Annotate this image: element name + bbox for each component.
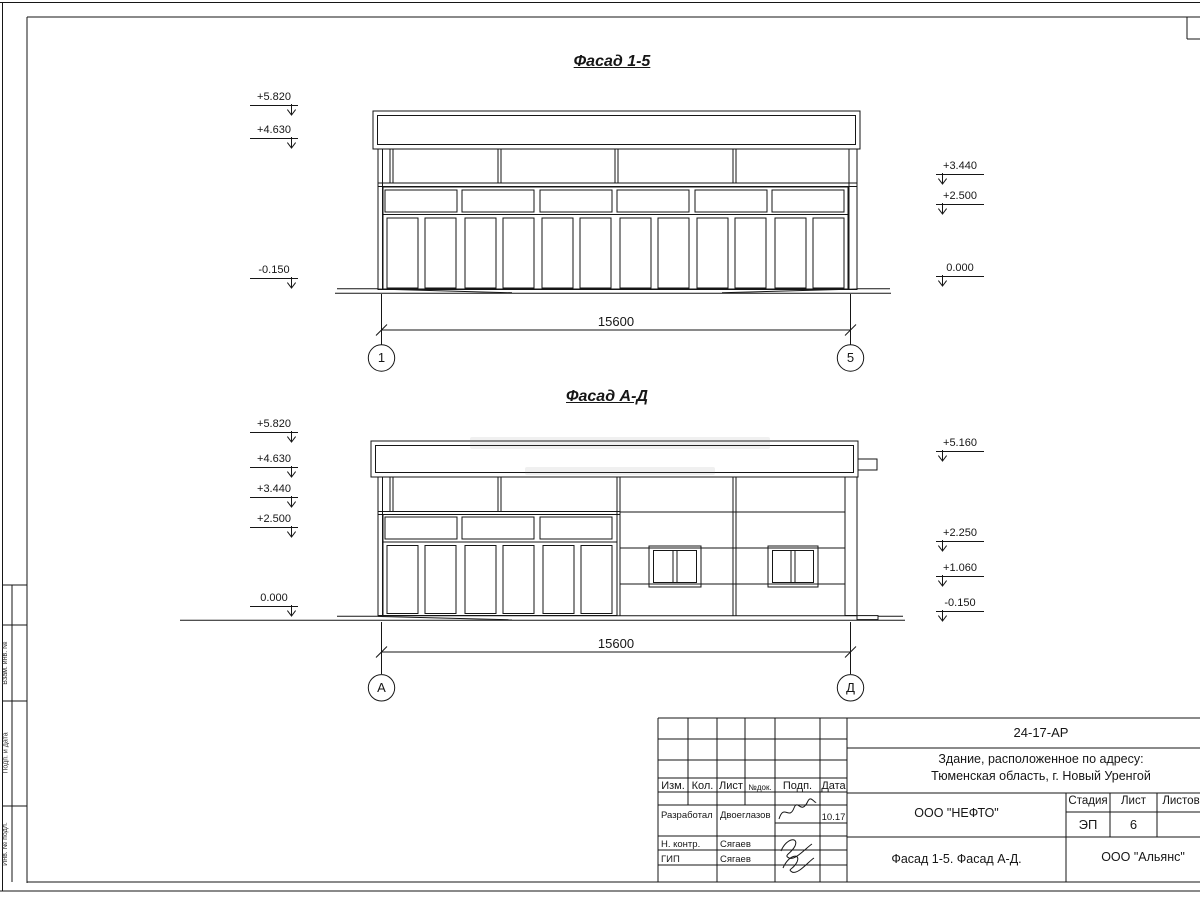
doc-number: 24-17-АР	[1013, 725, 1069, 740]
fascia-band	[378, 149, 857, 290]
elevation-value: +5.820	[257, 91, 291, 103]
sheet-value: 6	[1129, 817, 1138, 832]
elevation-arrow-icon	[937, 173, 948, 185]
axis-bubble-label: 1	[377, 350, 386, 365]
sheet-label: Лист	[1121, 795, 1146, 807]
elevation-value: +2.500	[257, 513, 291, 525]
role-developer: Разработал	[661, 810, 713, 821]
elevation-arrow-icon	[937, 575, 948, 587]
col-header-podp: Подп.	[782, 780, 813, 792]
dimension-line	[368, 294, 863, 371]
watermark-smudge	[525, 467, 715, 475]
elevation-arrow-icon	[286, 605, 297, 617]
elevation-arrow-icon	[937, 275, 948, 287]
glazing	[378, 515, 857, 616]
elevation-mark	[936, 160, 984, 175]
dimension-line	[368, 622, 863, 701]
elevation-arrow-icon	[937, 610, 948, 622]
elevation-arrow-icon	[286, 277, 297, 289]
elevation-mark	[936, 190, 984, 205]
role-n-kontr: Н. контр.	[661, 839, 701, 850]
elevation-arrow-icon	[286, 496, 297, 508]
elevation-value: +1.060	[943, 562, 977, 574]
dimension-value: 15600	[597, 636, 635, 651]
elevation-mark	[250, 91, 298, 106]
elevation-value: +5.160	[943, 437, 977, 449]
dimension-value: 15600	[597, 314, 635, 329]
facade-1-5-title: Фасад 1-5	[573, 53, 651, 70]
elevation-value: 0.000	[946, 262, 974, 274]
elevation-mark	[936, 262, 984, 277]
elevation-mark	[936, 437, 984, 452]
elevation-mark	[936, 562, 984, 577]
elevation-mark	[250, 592, 298, 607]
axis-bubble-label: Д	[846, 680, 855, 695]
elevation-value: -0.150	[258, 264, 290, 276]
role-gip: ГИП	[661, 854, 680, 865]
project-address-line2: Тюменская область, г. Новый Уренгой	[931, 769, 1151, 783]
axis-bubble-label: А	[377, 680, 386, 695]
elevation-mark	[250, 483, 298, 498]
elevation-mark	[250, 453, 298, 468]
sign-band	[373, 111, 860, 149]
developer-date: 10.17	[821, 812, 846, 823]
elevation-arrow-icon	[937, 203, 948, 215]
n-kontr-name: Сягаев	[720, 839, 751, 850]
window	[649, 546, 701, 587]
developer-name: Двоеглазов	[720, 810, 771, 821]
elevation-arrow-icon	[286, 104, 297, 116]
project-address-line1: Здание, расположенное по адресу:	[938, 752, 1144, 766]
elevation-value: +2.250	[943, 527, 977, 539]
elevation-arrow-icon	[286, 137, 297, 149]
glazing	[378, 187, 857, 290]
elevation-arrow-icon	[286, 431, 297, 443]
elevation-mark	[250, 264, 298, 279]
elevation-arrow-icon	[937, 450, 948, 462]
gip-name: Сягаев	[720, 854, 751, 865]
elevation-arrow-icon	[937, 540, 948, 552]
elevation-value: -0.150	[944, 597, 976, 609]
col-header-list: Лист	[719, 780, 743, 792]
facade-a-d-title: Фасад А-Д	[566, 388, 648, 405]
col-header-ndok: №док.	[748, 783, 772, 792]
elevation-mark	[250, 124, 298, 139]
stage-label: Стадия	[1068, 795, 1108, 807]
elevation-mark	[936, 597, 984, 612]
facade-a-d-drawing	[180, 441, 905, 701]
facade-1-5-drawing	[335, 111, 891, 371]
side-label-inv-podl: Инв. № подл.	[2, 822, 9, 866]
org-name: ООО "Альянс"	[1101, 850, 1185, 864]
stage-value: ЭП	[1078, 817, 1098, 832]
elevation-mark	[250, 418, 298, 433]
elevation-arrow-icon	[286, 526, 297, 538]
col-header-data: Дата	[821, 780, 846, 792]
sheet-title: Фасад 1-5. Фасад А-Д.	[891, 852, 1022, 866]
col-header-kol: Кол.	[691, 780, 714, 792]
side-label-podp-data: Подп. и дата	[2, 732, 10, 774]
elevation-value: +3.440	[943, 160, 977, 172]
elevation-value: 0.000	[260, 592, 288, 604]
window	[768, 546, 818, 587]
elevation-value: +4.630	[257, 124, 291, 136]
elevation-value: +4.630	[257, 453, 291, 465]
company-name: ООО "НЕФТО"	[914, 806, 999, 820]
side-label-vzam-inv: Взам. инв. №	[2, 641, 9, 685]
elevation-value: +3.440	[257, 483, 291, 495]
elevation-arrow-icon	[286, 466, 297, 478]
elevation-mark	[936, 527, 984, 542]
col-header-izm: Изм.	[661, 780, 685, 792]
axis-bubble-label: 5	[846, 350, 855, 365]
watermark-smudge	[470, 437, 770, 449]
sheets-label: Листов	[1162, 795, 1200, 807]
elevation-value: +5.820	[257, 418, 291, 430]
elevation-mark	[250, 513, 298, 528]
elevation-value: +2.500	[943, 190, 977, 202]
